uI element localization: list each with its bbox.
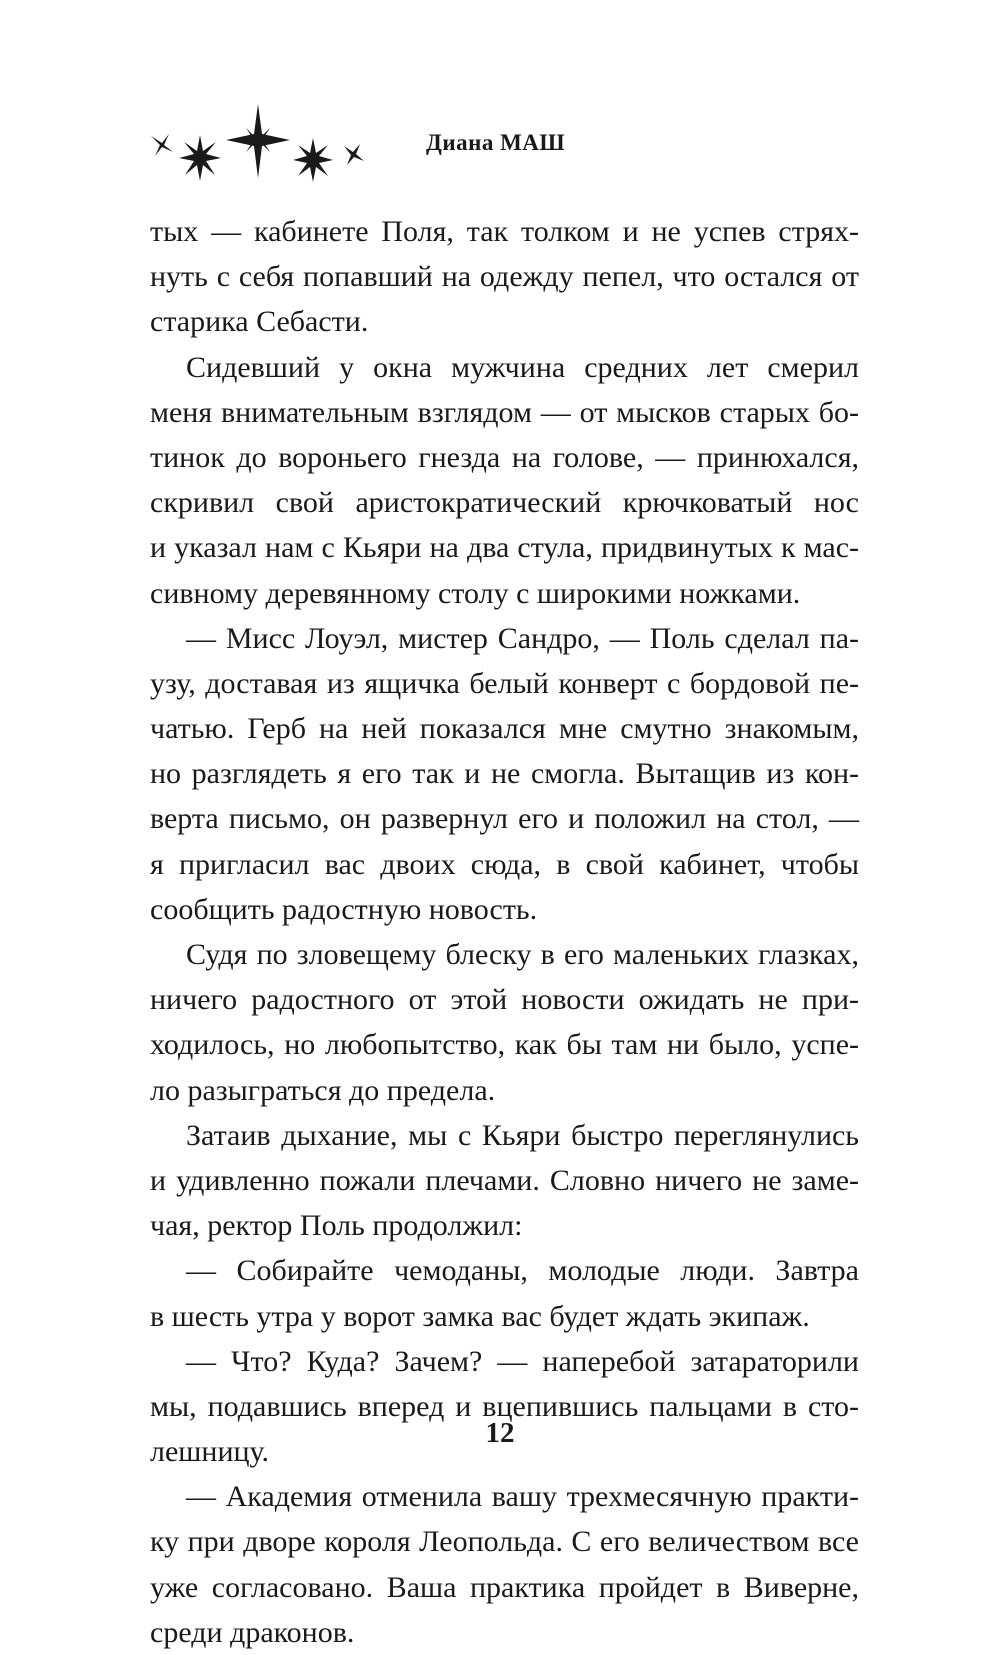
text-line: — Что? Куда? Зачем? — наперебой затараторили bbox=[186, 1344, 859, 1378]
running-head-author: Диана МАШ bbox=[426, 130, 566, 155]
text-line: я пригласил вас двоих сюда, в свой кабинет, чтобы bbox=[150, 847, 859, 881]
text-line: меня внимательным взглядом — от мысков старых бо- bbox=[150, 395, 859, 429]
text-line: но разглядеть я его так и не смогла. Вытащив из кон- bbox=[150, 757, 859, 791]
text-line: Сидевший у окна мужчина средних лет смерил bbox=[186, 350, 859, 384]
text-line: среди драконов. bbox=[150, 1615, 355, 1649]
text-line: ничего радостного от этой новости ожидать не при- bbox=[150, 983, 859, 1017]
stars-ornament-icon bbox=[148, 100, 378, 190]
text-line: старика Себасти. bbox=[150, 305, 369, 339]
text-line: чатью. Герб на ней показался мне смутно знакомым, bbox=[150, 712, 859, 746]
text-line: ку при дворе короля Леопольда. С его величеством все bbox=[150, 1525, 859, 1559]
text-line: скривил свой аристократический крючковатый нос bbox=[150, 486, 859, 520]
text-line: чая, ректор Поль продолжил: bbox=[150, 1209, 523, 1243]
text-line: и указал нам с Кьяри на два стула, придвинутых к мас- bbox=[150, 531, 859, 565]
text-line: мы, подавшись вперед и вцепившись пальцами в сто- bbox=[150, 1389, 859, 1423]
text-line: Затаив дыхание, мы с Кьяри быстро переглянулись bbox=[186, 1118, 859, 1152]
text-line: узу, доставая из ящичка белый конверт с бордовой пе- bbox=[150, 666, 859, 700]
text-line: лешницу. bbox=[150, 1435, 270, 1469]
text-line: уже согласовано. Ваша практика пройдет в Виверне, bbox=[150, 1570, 859, 1604]
text-line: — Мисс Лоуэл, мистер Сандро, — Поль сделал па- bbox=[186, 621, 859, 655]
text-line: — Академия отменила вашу трехмесячную практи- bbox=[186, 1480, 859, 1514]
text-line: в шесть утра у ворот замка вас будет ждать экипаж. bbox=[150, 1299, 810, 1333]
page-number: 12 bbox=[485, 1417, 515, 1449]
text-line: тинок до вороньего гнезда на голове, — принюхался, bbox=[150, 440, 859, 474]
running-head bbox=[148, 100, 868, 190]
text-line: нуть с себя попавший на одежду пепел, что остался от bbox=[150, 260, 859, 294]
text-line: Судя по зловещему блеску в его маленьких глазках, bbox=[186, 938, 859, 971]
text-line: и удивленно пожали плечами. Словно ничего не заме- bbox=[150, 1163, 859, 1197]
text-line: сообщить радостную новость. bbox=[150, 892, 538, 926]
text-line: тых — кабинете Поля, так толком и не успев стрях- bbox=[150, 215, 859, 248]
text-line: — Собирайте чемоданы, молодые люди. Завтра bbox=[186, 1254, 859, 1288]
text-line: ло разыграться до предела. bbox=[150, 1073, 496, 1107]
text-line: ходилось, но любопытство, как бы там ни было, успе- bbox=[150, 1028, 859, 1062]
text-line: сивному деревянному столу с широкими ножками. bbox=[150, 576, 801, 610]
text-line: верта письмо, он развернул его и положил на стол, — bbox=[150, 802, 859, 836]
